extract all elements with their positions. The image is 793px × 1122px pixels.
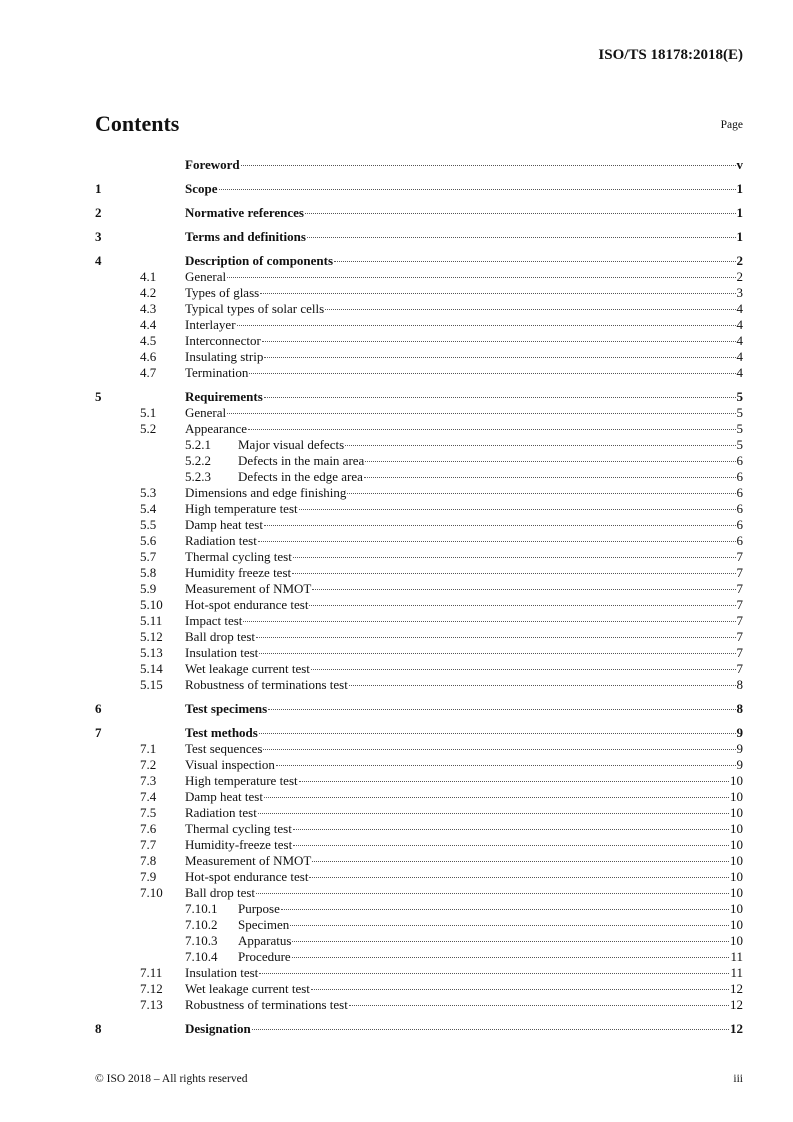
toc-entry-page: 1 [736,229,743,244]
dot-leader [305,213,736,214]
toc-entry-number: 4.7 [140,365,157,380]
toc-entry[interactable] [95,469,743,485]
toc-entry[interactable] [95,821,743,837]
toc-entry[interactable] [95,485,743,501]
dot-leader [268,709,735,710]
toc-entry-number: 5.10 [140,597,163,612]
toc-entry-number: 5.9 [140,581,157,596]
toc-entry-number: 5.15 [140,677,163,692]
toc-entry[interactable] [95,285,743,301]
dot-leader [263,749,735,750]
toc-entry-page: 7 [736,581,743,596]
toc-entry-number: 5.6 [140,533,157,548]
toc-entry-number: 7.12 [140,981,163,996]
toc-entry[interactable] [95,885,743,901]
toc-entry[interactable] [95,917,743,933]
toc-entry-title: Damp heat test [185,517,263,532]
toc-entry-number: 5.2 [140,421,157,436]
toc-entry-title: Ball drop test [185,629,256,644]
toc-entry-title: Damp heat test [185,789,263,804]
dot-leader [258,541,736,542]
toc-entry[interactable] [95,645,743,661]
dot-leader [293,845,729,846]
toc-entry-title: Description of components [185,253,334,268]
dot-leader [281,909,729,910]
toc-entry[interactable] [95,453,743,469]
toc-entry[interactable] [95,581,743,597]
toc-entry-page: 10 [730,885,743,900]
dot-leader [219,189,736,190]
toc-entry-title: Scope [185,181,218,196]
toc-entry[interactable] [95,533,743,549]
toc-entry[interactable] [95,549,743,565]
toc-entry-number: 7.13 [140,997,163,1012]
toc-entry-number: 5.12 [140,629,163,644]
toc-entry-number: 7.10 [140,885,163,900]
toc-entry-page: 2 [736,269,743,284]
toc-entry-title: Typical types of solar cells [185,301,325,316]
toc-entry-page: 10 [730,789,743,804]
toc-entry[interactable] [95,933,743,949]
toc-entry[interactable] [95,269,743,285]
toc-entry-page: 5 [736,437,743,452]
toc-entry[interactable] [95,965,743,981]
dot-leader [243,621,735,622]
toc-entry-page: 7 [736,661,743,676]
toc-entry-title: Wet leakage current test [185,981,310,996]
toc-entry[interactable] [95,565,743,581]
toc-entry-title: Test sequences [185,741,263,756]
dot-leader [292,941,729,942]
toc-entry-page: 4 [736,301,743,316]
toc-entry-title: Visual inspection [185,757,275,772]
toc-entry-number: 7.1 [140,741,157,756]
toc-entry-page: 2 [736,253,743,268]
dot-leader [349,685,736,686]
toc-entry-page: 5 [736,421,743,436]
toc-entry-title: Interlayer [185,317,236,332]
toc-entry-title: High temperature test [185,773,298,788]
toc-entry-number: 7.6 [140,821,157,836]
toc-entry-title: Measurement of NMOT [185,853,312,868]
toc-entry-page: 11 [730,949,743,964]
toc-entry-number: 5.2.3 [185,469,211,484]
dot-leader [325,309,735,310]
toc-entry-number: 5.2.1 [185,437,211,452]
toc-entry-number: 7.5 [140,805,157,820]
toc-entry-title: Thermal cycling test [185,549,292,564]
toc-entry[interactable] [95,349,743,365]
toc-entry-title: Apparatus [238,933,292,948]
toc-entry-number: 7.4 [140,789,157,804]
toc-entry-page: 10 [730,805,743,820]
toc-entry-number: 5.1 [140,405,157,420]
toc-entry-number: 4.6 [140,349,157,364]
toc-entry-title: Humidity-freeze test [185,837,293,852]
toc-entry-number: 5.11 [140,613,163,628]
dot-leader [264,397,736,398]
dot-leader [299,781,729,782]
dot-leader [237,325,736,326]
toc-entry-title: Defects in the main area [238,453,365,468]
toc-entry[interactable] [95,421,743,437]
dot-leader [264,357,735,358]
dot-leader [311,989,729,990]
toc-entry-page: 4 [736,365,743,380]
toc-entry-number: 5.5 [140,517,157,532]
dot-leader [276,765,736,766]
dot-leader [227,413,735,414]
dot-leader [259,653,735,654]
toc-entry-title: Thermal cycling test [185,821,292,836]
dot-leader [349,1005,729,1006]
toc-entry-page: 6 [736,485,743,500]
dot-leader [256,893,729,894]
toc-entry-page: v [736,157,743,172]
dot-leader [252,1029,729,1030]
toc-entry-number: 7.10.3 [185,933,218,948]
toc-entry[interactable] [95,629,743,645]
toc-entry[interactable] [95,789,743,805]
dot-leader [311,669,736,670]
toc-entry-page: 10 [730,933,743,948]
toc-entry-page: 7 [736,613,743,628]
dot-leader [293,829,729,830]
toc-entry[interactable] [95,677,743,693]
toc-entry-page: 10 [730,869,743,884]
toc-entry-number: 7.10.4 [185,949,218,964]
dot-leader [299,509,736,510]
toc-entry-title: Defects in the edge area [238,469,363,484]
toc-entry-number: 5.4 [140,501,157,516]
toc-entry-number: 4.2 [140,285,157,300]
toc-entry[interactable] [95,1021,743,1037]
table-of-contents [95,157,743,1037]
dot-leader [227,277,735,278]
toc-entry-number: 5.2.2 [185,453,211,468]
dot-leader [248,429,735,430]
page-title: Contents [95,111,180,136]
dot-leader [262,341,736,342]
toc-entry-page: 10 [730,917,743,932]
toc-entry-title: Insulation test [185,965,259,980]
toc-entry-number: 6 [95,701,102,716]
dot-leader [264,525,736,526]
toc-entry[interactable] [95,157,743,173]
toc-entry-page: 9 [736,725,743,740]
toc-entry-number: 5.7 [140,549,157,564]
toc-entry[interactable] [95,205,743,221]
toc-entry-page: 6 [736,517,743,532]
toc-entry-title: High temperature test [185,501,298,516]
toc-entry[interactable] [95,701,743,717]
toc-entry-number: 4.1 [140,269,157,284]
toc-entry-page: 6 [736,469,743,484]
toc-entry-number: 7.3 [140,773,157,788]
toc-entry[interactable] [95,981,743,997]
toc-entry-number: 2 [95,205,102,220]
toc-entry-number: 5.14 [140,661,163,676]
toc-entry-page: 1 [736,205,743,220]
toc-entry-title: Foreword [185,157,240,172]
toc-entry[interactable] [95,301,743,317]
toc-entry[interactable] [95,741,743,757]
toc-entry-number: 7.9 [140,869,157,884]
toc-entry[interactable] [95,773,743,789]
toc-entry[interactable] [95,405,743,421]
toc-entry-title: Radiation test [185,533,257,548]
dot-leader [347,493,735,494]
toc-entry-title: Robustness of terminations test [185,997,348,1012]
toc-entry-page: 9 [736,757,743,772]
toc-entry[interactable] [95,837,743,853]
footer-copyright: © ISO 2018 – All rights reserved [95,1073,248,1085]
toc-entry[interactable] [95,805,743,821]
toc-entry-page: 4 [736,317,743,332]
toc-entry-title: Humidity freeze test [185,565,292,580]
toc-entry-page: 8 [736,701,743,716]
toc-entry[interactable] [95,725,743,741]
dot-leader [365,461,735,462]
toc-entry-number: 4.5 [140,333,157,348]
toc-entry-number: 7.7 [140,837,157,852]
toc-entry-page: 3 [736,285,743,300]
toc-entry-number: 4.4 [140,317,157,332]
toc-entry-page: 7 [736,565,743,580]
toc-entry-page: 6 [736,453,743,468]
toc-entry-page: 7 [736,549,743,564]
toc-entry-page: 5 [736,405,743,420]
dot-leader [364,477,736,478]
toc-entry-title: Interconnector [185,333,261,348]
toc-entry[interactable] [95,853,743,869]
toc-entry[interactable] [95,389,743,405]
toc-entry-title: Ball drop test [185,885,256,900]
toc-entry-page: 4 [736,333,743,348]
document-id-header: ISO/TS 18178:2018(E) [598,47,743,63]
toc-entry-number: 5.13 [140,645,163,660]
toc-entry-page: 7 [736,629,743,644]
toc-entry[interactable] [95,181,743,197]
toc-entry-number: 4.3 [140,301,157,316]
dot-leader [258,813,729,814]
dot-leader [307,237,736,238]
toc-entry-title: General [185,269,227,284]
dot-leader [312,589,735,590]
toc-entry-page: 4 [736,349,743,364]
toc-entry-page: 5 [736,389,743,404]
toc-entry-number: 1 [95,181,102,196]
dot-leader [290,925,729,926]
toc-entry-title: Normative references [185,205,304,220]
toc-entry-title: Terms and definitions [185,229,306,244]
toc-entry-title: Types of glass [185,285,260,300]
toc-entry-title: Test methods [185,725,258,740]
toc-entry-title: Radiation test [185,805,257,820]
toc-entry[interactable] [95,757,743,773]
dot-leader [309,605,735,606]
toc-entry-page: 7 [736,597,743,612]
toc-entry-number: 4 [95,253,102,268]
dot-leader [309,877,729,878]
toc-entry-page: 10 [730,837,743,852]
dot-leader [292,957,730,958]
toc-entry-number: 8 [95,1021,102,1036]
toc-entry-page: 7 [736,645,743,660]
dot-leader [241,165,736,166]
dot-leader [256,637,735,638]
toc-entry-number: 3 [95,229,102,244]
toc-entry[interactable] [95,597,743,613]
toc-entry-title: Measurement of NMOT [185,581,312,596]
toc-entry-number: 5.8 [140,565,157,580]
toc-entry-title: Procedure [238,949,291,964]
toc-entry-title: Requirements [185,389,263,404]
toc-entry-title: Insulating strip [185,349,264,364]
toc-entry-title: Hot-spot endurance test [185,869,309,884]
toc-entry-page: 12 [730,981,743,996]
dot-leader [292,573,735,574]
dot-leader [345,445,735,446]
toc-entry[interactable] [95,317,743,333]
toc-entry-page: 6 [736,533,743,548]
toc-entry-page: 10 [730,773,743,788]
toc-entry[interactable] [95,437,743,453]
toc-entry-page: 1 [736,181,743,196]
dot-leader [264,797,729,798]
toc-entry[interactable] [95,661,743,677]
footer-page-number: iii [733,1073,743,1085]
toc-entry-number: 7.2 [140,757,157,772]
dot-leader [312,861,729,862]
toc-entry-number: 7.10.1 [185,901,218,916]
dot-leader [260,293,735,294]
dot-leader [259,973,729,974]
toc-entry-page: 9 [736,741,743,756]
toc-entry-number: 7 [95,725,102,740]
toc-entry[interactable] [95,253,743,269]
toc-entry-title: Specimen [238,917,290,932]
toc-entry-number: 5 [95,389,102,404]
toc-entry-title: Appearance [185,421,248,436]
toc-entry-number: 7.8 [140,853,157,868]
toc-entry-title: Robustness of terminations test [185,677,348,692]
toc-entry-title: General [185,405,227,420]
toc-entry[interactable] [95,869,743,885]
toc-entry[interactable] [95,613,743,629]
page-column-label: Page [720,119,743,131]
toc-entry-title: Impact test [185,613,243,628]
toc-entry-title: Major visual defects [238,437,345,452]
toc-entry[interactable] [95,501,743,517]
toc-entry-title: Designation [185,1021,251,1036]
toc-entry-title: Dimensions and edge finishing [185,485,347,500]
toc-entry-title: Hot-spot endurance test [185,597,309,612]
toc-entry-title: Purpose [238,901,280,916]
toc-entry-page: 12 [730,1021,743,1036]
dot-leader [334,261,735,262]
dot-leader [249,373,735,374]
toc-entry[interactable] [95,365,743,381]
toc-entry-number: 5.3 [140,485,157,500]
toc-entry[interactable] [95,997,743,1013]
toc-entry-page: 10 [730,901,743,916]
toc-entry[interactable] [95,901,743,917]
toc-entry[interactable] [95,517,743,533]
toc-entry-title: Test specimens [185,701,268,716]
toc-entry-page: 11 [730,965,743,980]
toc-entry-title: Insulation test [185,645,259,660]
toc-entry-page: 8 [736,677,743,692]
toc-entry-page: 12 [730,997,743,1012]
dot-leader [293,557,736,558]
toc-entry-number: 7.11 [140,965,163,980]
toc-entry-number: 7.10.2 [185,917,218,932]
toc-entry[interactable] [95,949,743,965]
toc-entry-page: 10 [730,821,743,836]
toc-entry-page: 6 [736,501,743,516]
toc-entry-title: Wet leakage current test [185,661,310,676]
toc-entry[interactable] [95,229,743,245]
toc-entry[interactable] [95,333,743,349]
dot-leader [259,733,736,734]
toc-entry-page: 10 [730,853,743,868]
toc-entry-title: Termination [185,365,249,380]
